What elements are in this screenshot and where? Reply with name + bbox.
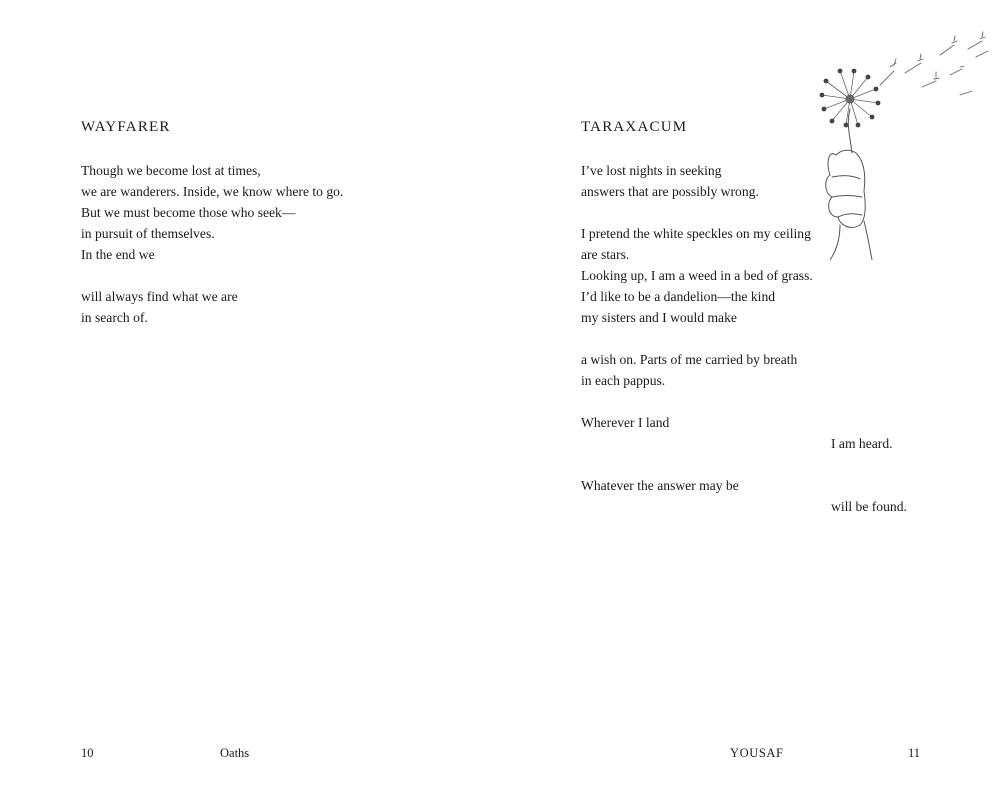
poem-line: I’d like to be a dandelion—the kind [581,289,776,304]
poem-line: we are wanderers. Inside, we know where to go. [81,184,344,199]
stanza-break [581,454,907,475]
poem-line: I pretend the white speckles on my ceiling [581,226,811,241]
stanza-break [581,391,907,412]
poem-line: in each pappus. [581,373,666,388]
running-head-author: YOUSAF [730,746,784,760]
poem-line-indented: I am heard. [831,436,893,451]
poem-line: will always find what we are [81,289,238,304]
poem-line: Whatever the answer may be [581,478,739,493]
poem-title-taraxacum: TARAXACUM [581,119,688,135]
poem-line: Looking up, I am a weed in a bed of grass. [581,268,813,283]
poem-title-wayfarer: WAYFARER [81,119,171,135]
poem-line: Wherever I land [581,415,670,430]
poem-line: in search of. [81,310,148,325]
poem-line: a wish on. Parts of me carried by breath [581,352,798,367]
poem-line: answers that are possibly wrong. [581,184,759,199]
poem-line: in pursuit of themselves. [81,226,215,241]
stanza-break [81,265,343,286]
poem-line: Though we become lost at times, [81,163,261,178]
poem-line: I’ve lost nights in seeking [581,163,722,178]
poem-line-indented: will be found. [831,499,907,514]
running-head-title: Oaths [220,746,250,760]
page-number: 10 [81,746,94,760]
stanza-break [581,328,907,349]
poem-line: In the end we [81,247,155,262]
hand-holding-dandelion-icon [810,25,1000,260]
page-number: 11 [908,746,921,760]
poem-line: But we must become those who seek— [81,205,296,220]
poem-body-wayfarer [81,160,343,328]
poem-line: are stars. [581,247,630,262]
poem-line: my sisters and I would make [581,310,737,325]
